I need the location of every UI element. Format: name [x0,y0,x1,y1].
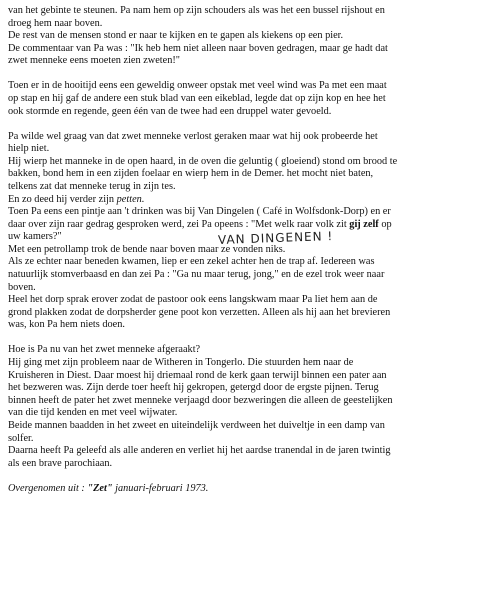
text-line: Kruisheren in Diest. Daar moest hij driemaal rond de kerk gaan terwijl binnen een pater aan [8,369,387,381]
paragraph-1 [8,5,467,68]
text-line: Hoe is Pa nu van het zwet menneke afgeraakt? [8,344,201,356]
text-line: natuurlijk stomverbaasd en dan zei Pa : "Ga nu maar terug, jong," en de ezel trok weer naar [8,269,385,281]
source-title: "Zet" [87,482,113,494]
text-line: van het gebinte te steunen. Pa nam hem op zijn schouders als was het een bussel rijshout en [8,5,385,16]
text-line: grond plakken zodat de dorpsherder gene poot kon verzetten. Alleen als hij aan het brevieren [8,306,391,318]
source-prefix: Overgenomen uit : [8,482,88,494]
paragraph-gap [8,68,467,80]
handwritten-annotation: VAN DINGENEN ! [217,228,334,248]
text-line: als een brave parochiaan. [8,457,113,469]
text-line: bakken, bond hem in een zijden foelaar en wierp hem in de Demer. het mocht niet baten, [8,168,374,180]
paragraph-5 [8,344,467,470]
text-line: Pa wilde wel graag van dat zwet menneke verlost geraken maar wat hij ook probeerde het [8,130,378,142]
paragraph-gap [8,470,467,482]
text-line: ook stormde en regende, geen één van de twee had een druppel water gevoeld. [8,105,332,117]
text-line: Hij ging met zijn probleem naar de Witheren in Tongerlo. Die stuurden hem naar de [8,357,354,369]
bold-phrase: gij zelf [349,218,379,230]
text-line: De commentaar van Pa was : "Ik heb hem niet alleen naar boven gedragen, maar ge hadt dat [8,42,388,54]
source-citation [8,483,467,496]
text-line: Toen er in de hooitijd eens een geweldig onweer opstak met veel wind was Pa met een maat [8,80,387,92]
paragraph-4 [8,206,467,332]
text-line: De rest van de mensen stond er naar te kijken en te gapen als kiekens op een pier. [8,30,344,42]
text-line: op stap en hij gaf de andere een stuk blad van een eikeblad, legde dat op zijn kop en hee het [8,92,386,104]
text-line: het bezweren was. Zijn derde toer heeft hij gekropen, getergd door de ergste pijnen. Terug [8,382,379,394]
text-line: binnen heeft de pater het zwet menneke verjaagd door bezweringen die alleen de geestelijken [8,394,393,406]
source-suffix: januari-februari 1973. [112,482,209,494]
paragraph-3 [8,131,467,207]
italic-word: petten. [116,193,145,205]
paragraph-gap [8,332,467,344]
text-line: Heel het dorp sprak erover zodat de pastoor ook eens langskwam maar Pa liet hem aan de [8,294,378,306]
text-line: van die tijd kenden en met veel wijwater. [8,407,178,419]
text-line: Als ze echter naar beneden kwamen, liep er een zekel achter hen de trap af. Iedereen was [8,256,375,268]
text-line: daar over zijn raar gedrag gesproken werd, zei Pa opeens : "Met welk raar volk zit [8,218,350,230]
text-line: hielp niet. [8,143,50,155]
text-line: En zo deed hij verder zijn [8,193,117,205]
text-line: Beide mannen baadden in het zweet en uiteindelijk verdween het duiveltje in een damp van [8,419,385,431]
text-line: solfer. [8,432,34,444]
text-line: telkens zat dat menneke terug in zijn tes. [8,180,176,192]
text-line: Toen Pa eens een pintje aan 't drinken was bij Van Dingelen ( Café in Wolfsdonk-Dorp) en er [8,206,391,218]
text-line: Met een petrollamp trok de bende naar boven maar ze vonden niks. [8,243,286,255]
text-line: was, kon Pa hem niets doen. [8,319,125,331]
text-line: boven. [8,281,36,293]
paragraph-gap [8,118,467,130]
text-fragment: op [378,218,392,230]
paragraph-2 [8,80,467,118]
text-line: Hij wierp het manneke in de open haard, in de oven die geluntig ( gloeiend) stond om brood te [8,155,398,167]
text-line: Daarna heeft Pa geleefd als alle anderen en verliet hij het aardse tranendal in de jaren twintig [8,445,391,457]
text-line: uw kamers?" [8,231,62,243]
text-line: zwet menneke eens moeten zien zweten!" [8,55,181,67]
text-line: droeg hem naar boven. [8,17,103,29]
